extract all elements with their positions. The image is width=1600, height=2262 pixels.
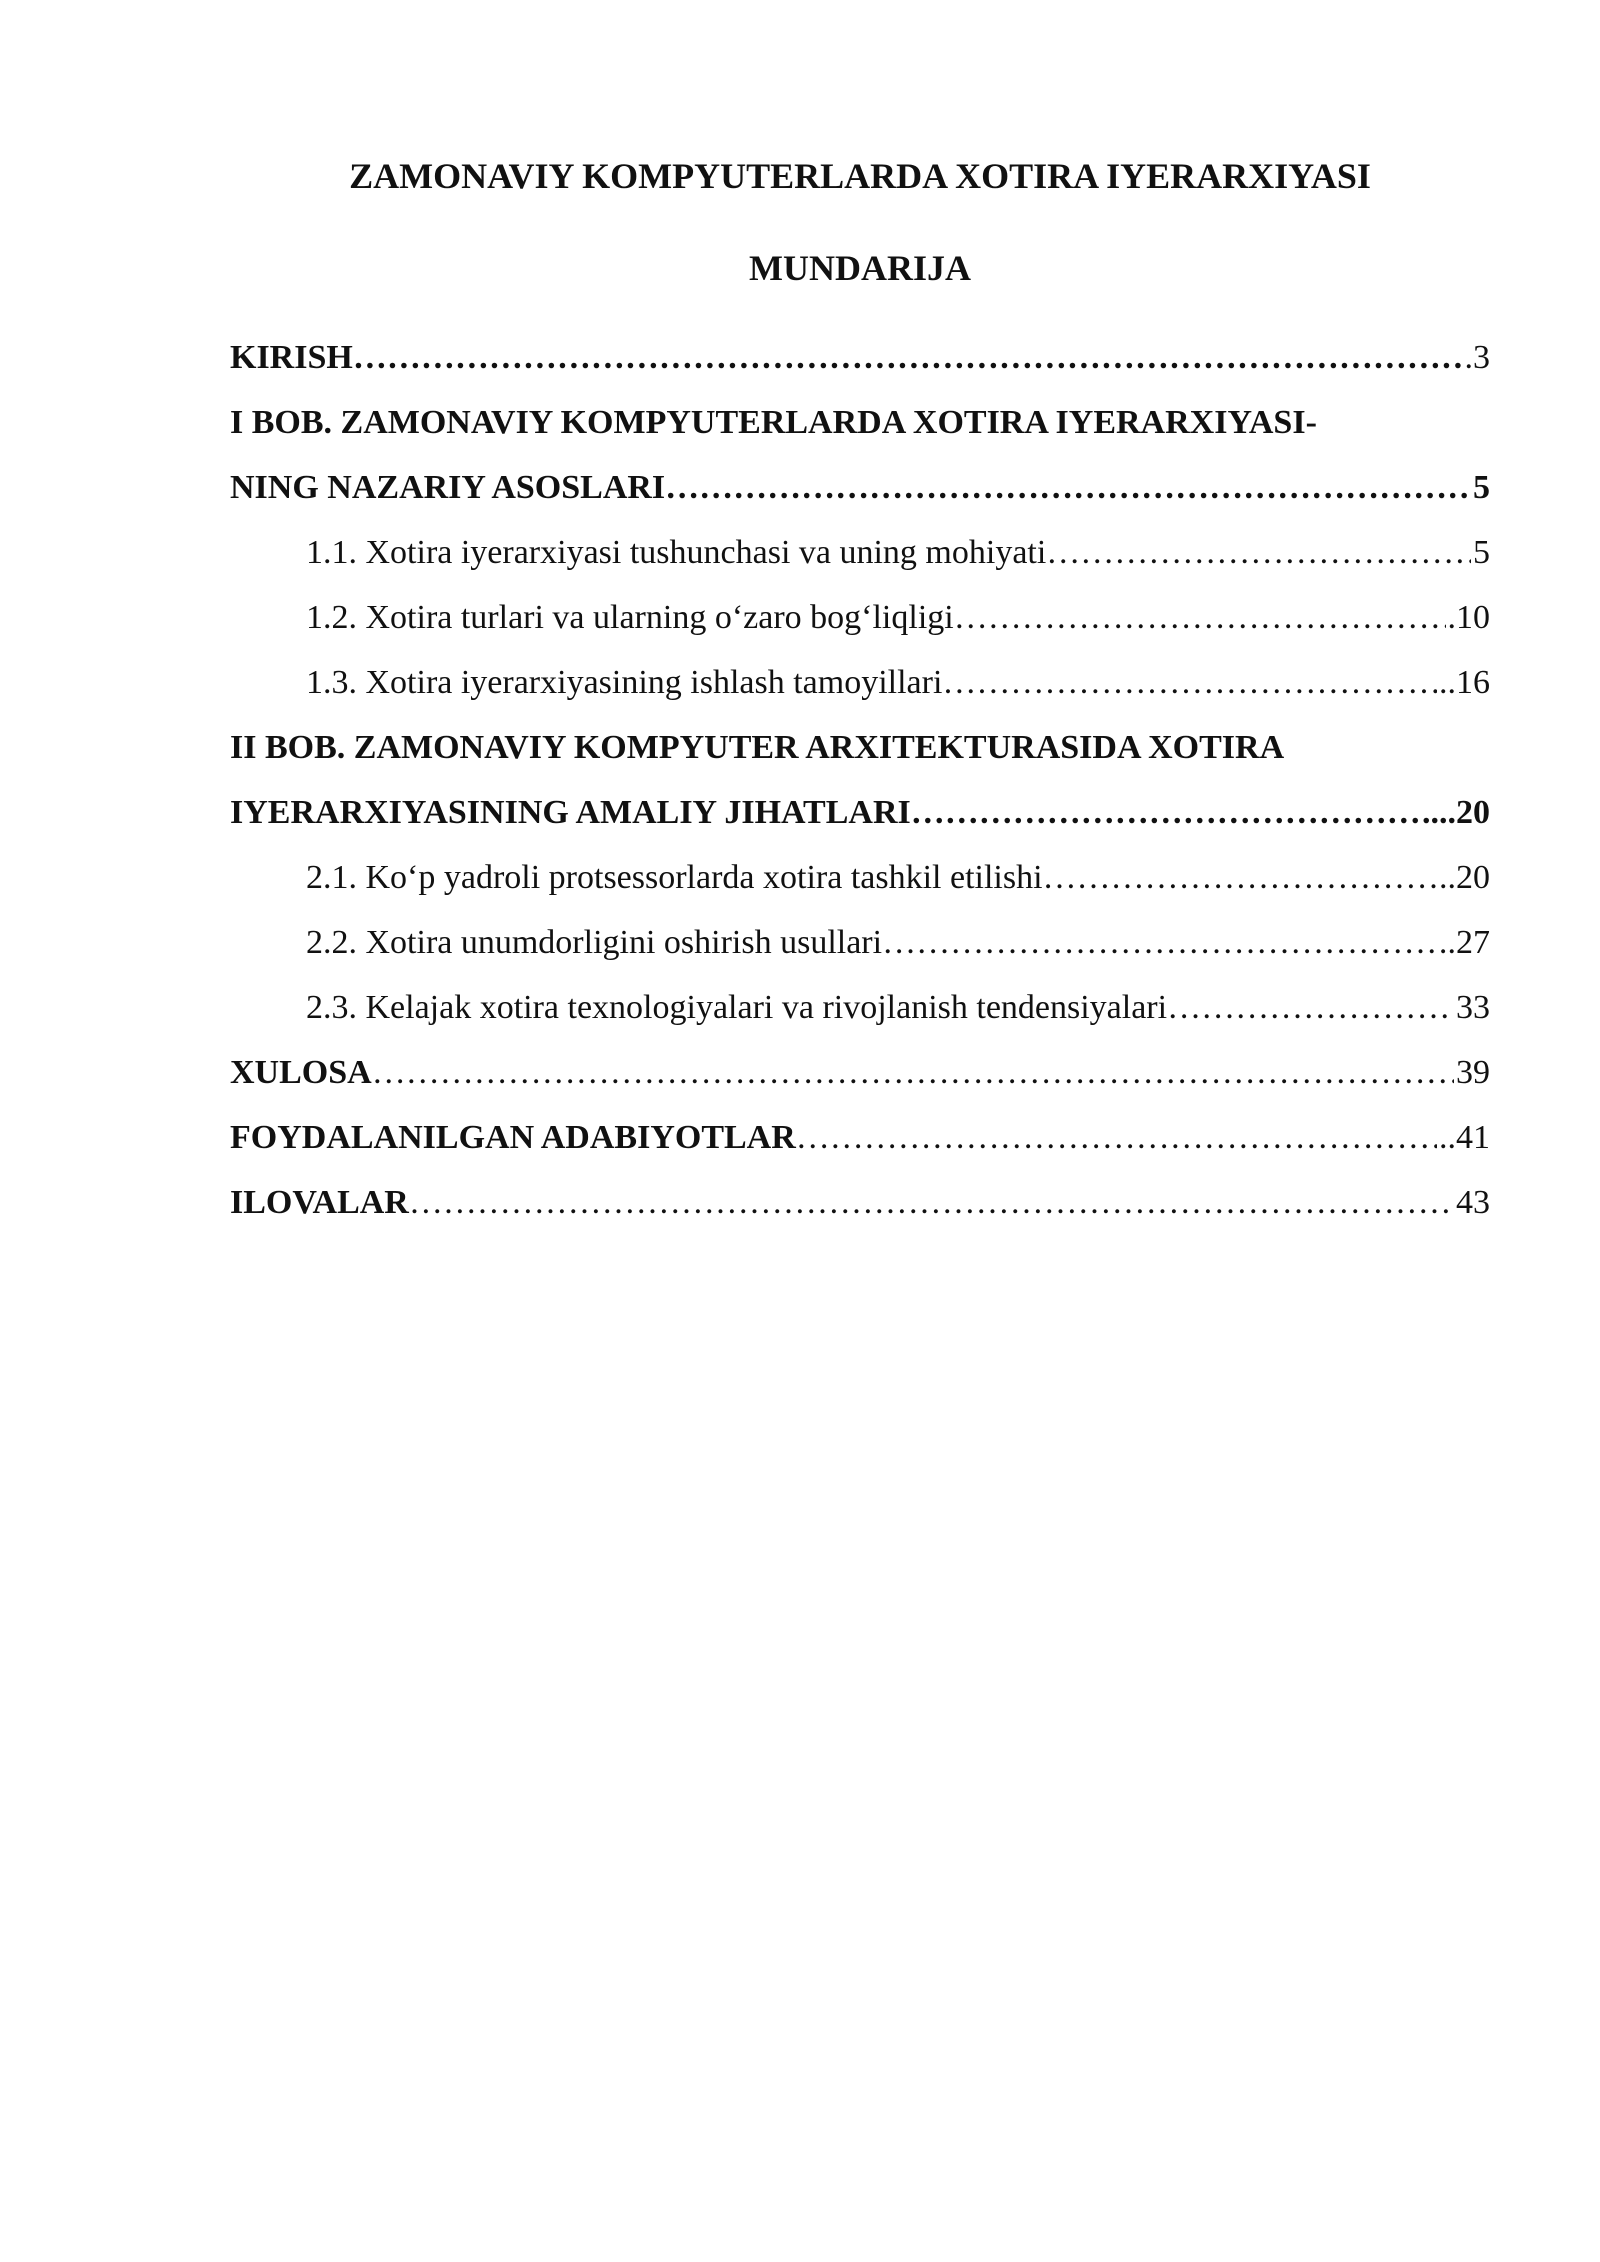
toc-entry-label: KIRISH (230, 339, 353, 376)
toc-leader-dots (942, 661, 1437, 705)
toc-entry-label: FOYDALANILGAN ADABIYOTLAR (230, 1119, 796, 1156)
toc-leader-dots (353, 336, 1463, 380)
toc-entry-page: ....20 (1422, 794, 1490, 831)
toc-leader-dots (796, 1116, 1437, 1160)
table-of-contents (230, 336, 1490, 1246)
toc-entry-page: 5 (1473, 469, 1490, 506)
toc-entry-adabiyotlar (230, 1116, 1490, 1181)
toc-leader-dots (911, 791, 1420, 835)
toc-leader-dots (372, 1051, 1454, 1095)
toc-entry-label: IYERARXIYASINING AMALIY JIHATLARI (230, 794, 911, 831)
toc-entry-page: ..16 (1439, 664, 1490, 701)
toc-entry-page: ..41 (1439, 1119, 1490, 1156)
toc-chapter-1-line2 (230, 466, 1490, 531)
toc-section-1-1 (230, 531, 1490, 596)
toc-entry-page: .10 (1447, 599, 1490, 636)
toc-leader-dots (954, 596, 1446, 640)
toc-entry-label: XULOSA (230, 1054, 372, 1091)
toc-entry-label: 2.2. Xotira unumdorligini oshirish usullari (306, 924, 883, 961)
toc-heading: MUNDARIJA (749, 248, 971, 288)
toc-entry-page: 5 (1473, 534, 1490, 571)
toc-entry-page: 33 (1456, 989, 1490, 1026)
toc-leader-dots (882, 921, 1445, 965)
toc-entry-label: ILOVALAR (230, 1184, 409, 1221)
toc-entry-label: 2.3. Kelajak xotira texnologiyalari va rivojlanish tendensiyalari (306, 989, 1168, 1026)
toc-entry-kirish (230, 336, 1490, 401)
toc-chapter-2-line2 (230, 791, 1490, 856)
toc-entry-page: 39 (1456, 1054, 1490, 1091)
toc-leader-dots (1167, 986, 1454, 1030)
toc-entry-ilovalar (230, 1181, 1490, 1246)
toc-leader-dots (409, 1181, 1454, 1225)
toc-entry-page: .27 (1447, 924, 1490, 961)
toc-chapter-1-line1 (230, 401, 1490, 466)
toc-chapter-label: I BOB. ZAMONAVIY KOMPYUTERLARDA XOTIRA IYERARXIYASI- (230, 404, 1317, 441)
document-title: ZAMONAVIY KOMPYUTERLARDA XOTIRA IYERARXIYASI (349, 156, 1371, 196)
toc-entry-page: 43 (1456, 1184, 1490, 1221)
toc-entry-label: 1.1. Xotira iyerarxiyasi tushunchasi va uning mohiyati (306, 534, 1047, 571)
toc-leader-dots (1046, 531, 1471, 575)
toc-entry-label: 2.1. Ko‘p yadroli protsessorlarda xotira tashkil etilishi (306, 859, 1043, 896)
toc-leader-dots (665, 466, 1471, 510)
toc-section-2-1 (230, 856, 1490, 921)
toc-entry-label: 1.3. Xotira iyerarxiyasining ishlash tamoyillari (306, 664, 943, 701)
toc-leader-dots (1043, 856, 1437, 900)
toc-entry-page: ..20 (1439, 859, 1490, 896)
toc-section-1-3 (230, 661, 1490, 726)
toc-entry-page: .3 (1464, 339, 1490, 376)
toc-section-1-2 (230, 596, 1490, 661)
toc-entry-xulosa (230, 1051, 1490, 1116)
toc-chapter-label: II BOB. ZAMONAVIY KOMPYUTER ARXITEKTURASIDA XOTIRA (230, 729, 1285, 766)
toc-chapter-2-line1 (230, 726, 1490, 791)
toc-entry-label: 1.2. Xotira turlari va ularning o‘zaro bog‘liqligi (306, 599, 954, 636)
toc-section-2-2 (230, 921, 1490, 986)
toc-entry-label: NING NAZARIY ASOSLARI (230, 469, 666, 506)
toc-section-2-3 (230, 986, 1490, 1051)
